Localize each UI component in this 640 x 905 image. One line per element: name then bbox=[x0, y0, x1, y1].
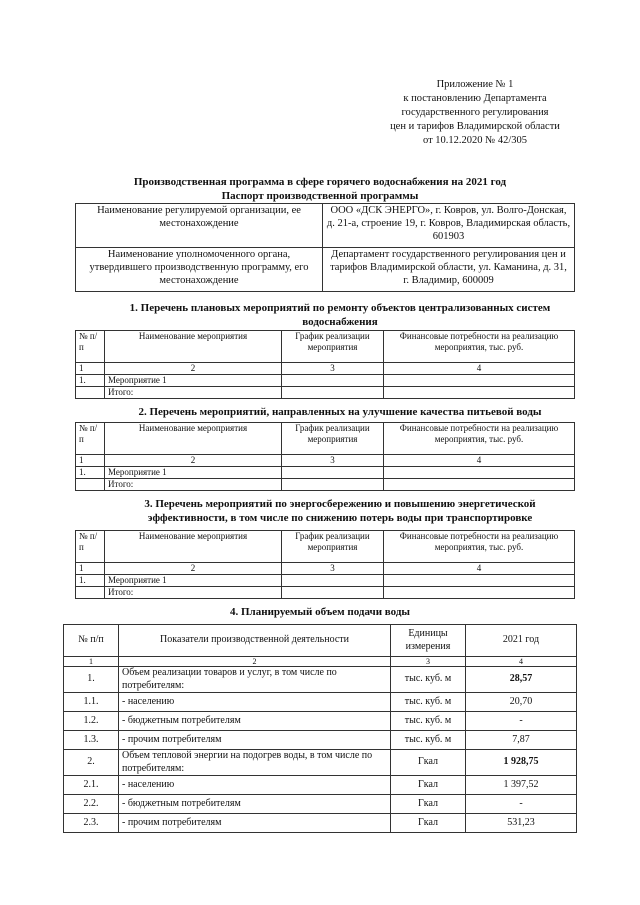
value-2021: 1 397,52 bbox=[466, 776, 577, 795]
section-3-title: 3. Перечень мероприятий по энергосбережению и повышению энергетической эффективности, в том числе по снижению потерь воды при транспортировке bbox=[144, 498, 536, 524]
document-title: Производственная программа в сфере горячего водоснабжения на 2021 год bbox=[133, 176, 507, 188]
header-cell: № п/п bbox=[76, 531, 105, 563]
header-cell: Единицы измерения bbox=[391, 625, 466, 657]
table-row bbox=[64, 814, 577, 833]
col-number: 4 bbox=[466, 657, 577, 667]
passport-label: Наименование регулируемой организации, ее местонахождение bbox=[76, 204, 323, 248]
schedule-cell bbox=[282, 467, 384, 479]
row-number: 2. bbox=[64, 750, 119, 776]
col-number: 3 bbox=[282, 563, 384, 575]
col-number: 4 bbox=[384, 455, 575, 467]
value-2021: 1 928,75 bbox=[466, 750, 577, 776]
row-number: 1. bbox=[76, 467, 105, 479]
passport-value: ООО «ДСК ЭНЕРГО», г. Ковров, ул. Волго-Донская, д. 21-а, строение 19, г. Ковров, Владимирская область, 601903 bbox=[323, 204, 575, 248]
value-2021: - bbox=[466, 712, 577, 731]
col-number: 2 bbox=[119, 657, 391, 667]
passport-value: Департамент государственного регулирования цен и тарифов Владимирской области, ул. Каманина, д. 31, г. Владимир, 600009 bbox=[323, 248, 575, 292]
header-cell: Финансовые потребности на реализацию мероприятия, тыс. руб. bbox=[384, 531, 575, 563]
section-2-table bbox=[75, 422, 575, 491]
col-number: 2 bbox=[105, 455, 282, 467]
header-cell: Финансовые потребности на реализацию мероприятия, тыс. руб. bbox=[384, 331, 575, 363]
table-row bbox=[64, 712, 577, 731]
schedule-cell bbox=[282, 587, 384, 599]
indicator-name: - населению bbox=[119, 776, 391, 795]
row-number: 1. bbox=[76, 575, 105, 587]
header-cell: График реализации мероприятия bbox=[282, 331, 384, 363]
appendix-line: от 10.12.2020 № 42/305 bbox=[422, 135, 527, 146]
header-cell: Наименование мероприятия bbox=[105, 531, 282, 563]
passport-table bbox=[75, 203, 575, 292]
header-cell: График реализации мероприятия bbox=[282, 531, 384, 563]
header-cell: Наименование мероприятия bbox=[105, 331, 282, 363]
table-row bbox=[64, 776, 577, 795]
row-number bbox=[76, 479, 105, 491]
total-label: Итого: bbox=[105, 387, 282, 399]
section-1-table bbox=[75, 330, 575, 399]
passport-label: Наименование уполномоченного органа, утвердившего производственную программу, его местонахождение bbox=[76, 248, 323, 292]
header-cell: Показатели производственной деятельности bbox=[119, 625, 391, 657]
appendix-line: к постановлению Департамента bbox=[403, 93, 547, 104]
appendix-note bbox=[370, 78, 580, 148]
col-number: 3 bbox=[282, 455, 384, 467]
unit: Гкал bbox=[391, 814, 466, 833]
header-cell: 2021 год bbox=[466, 625, 577, 657]
total-label: Итого: bbox=[105, 587, 282, 599]
col-number: 2 bbox=[105, 563, 282, 575]
value-2021: 531,23 bbox=[466, 814, 577, 833]
appendix-line: Приложение № 1 bbox=[436, 79, 514, 90]
finance-cell bbox=[384, 479, 575, 491]
table-row bbox=[64, 750, 577, 776]
unit: Гкал bbox=[391, 795, 466, 814]
col-number: 1 bbox=[76, 563, 105, 575]
row-number bbox=[76, 587, 105, 599]
indicator-name: - бюджетным потребителям bbox=[119, 795, 391, 814]
finance-cell bbox=[384, 375, 575, 387]
indicator-name: - бюджетным потребителям bbox=[119, 712, 391, 731]
header-cell: № п/п bbox=[76, 331, 105, 363]
row-number: 2.2. bbox=[64, 795, 119, 814]
finance-cell bbox=[384, 587, 575, 599]
table-row bbox=[64, 693, 577, 712]
col-number: 3 bbox=[391, 657, 466, 667]
header-cell: № п/п bbox=[64, 625, 119, 657]
finance-cell bbox=[384, 467, 575, 479]
table-row bbox=[64, 795, 577, 814]
unit: Гкал bbox=[391, 750, 466, 776]
indicator-name: Объем реализации товаров и услуг, в том числе по потребителям: bbox=[119, 667, 391, 693]
col-number: 4 bbox=[384, 563, 575, 575]
schedule-cell bbox=[282, 375, 384, 387]
section-3-table bbox=[75, 530, 575, 599]
header-cell: График реализации мероприятия bbox=[282, 423, 384, 455]
finance-cell bbox=[384, 575, 575, 587]
section-2-title: 2. Перечень мероприятий, направленных на улучшение качества питьевой воды bbox=[138, 406, 542, 418]
header-cell: Финансовые потребности на реализацию мероприятия, тыс. руб. bbox=[384, 423, 575, 455]
value-2021: 7,87 bbox=[466, 731, 577, 750]
appendix-line: государственного регулирования bbox=[401, 107, 549, 118]
indicator-name: - прочим потребителям bbox=[119, 814, 391, 833]
row-number: 1. bbox=[64, 667, 119, 693]
unit: тыс. куб. м bbox=[391, 693, 466, 712]
section-1-title: 1. Перечень плановых мероприятий по ремонту объектов централизованных систем водоснабжения bbox=[129, 302, 551, 328]
row-number: 1.3. bbox=[64, 731, 119, 750]
indicator-name: - населению bbox=[119, 693, 391, 712]
schedule-cell bbox=[282, 479, 384, 491]
finance-cell bbox=[384, 387, 575, 399]
value-2021: - bbox=[466, 795, 577, 814]
row-number: 1.2. bbox=[64, 712, 119, 731]
row-number: 1.1. bbox=[64, 693, 119, 712]
header-cell: Наименование мероприятия bbox=[105, 423, 282, 455]
measure-name: Мероприятие 1 bbox=[105, 575, 282, 587]
row-number: 1. bbox=[76, 375, 105, 387]
col-number: 3 bbox=[282, 363, 384, 375]
schedule-cell bbox=[282, 387, 384, 399]
appendix-line: цен и тарифов Владимирской области bbox=[390, 121, 560, 132]
row-number: 2.3. bbox=[64, 814, 119, 833]
measure-name: Мероприятие 1 bbox=[105, 375, 282, 387]
measure-name: Мероприятие 1 bbox=[105, 467, 282, 479]
row-number bbox=[76, 387, 105, 399]
unit: тыс. куб. м bbox=[391, 667, 466, 693]
schedule-cell bbox=[282, 575, 384, 587]
value-2021: 28,57 bbox=[466, 667, 577, 693]
indicator-name: Объем тепловой энергии на подогрев воды, в том числе по потребителям: bbox=[119, 750, 391, 776]
total-label: Итого: bbox=[105, 479, 282, 491]
volume-table bbox=[63, 624, 577, 833]
passport-title: Паспорт производственной программы bbox=[221, 190, 419, 202]
col-number: 1 bbox=[76, 455, 105, 467]
indicator-name: - прочим потребителям bbox=[119, 731, 391, 750]
col-number: 1 bbox=[64, 657, 119, 667]
row-number: 2.1. bbox=[64, 776, 119, 795]
col-number: 4 bbox=[384, 363, 575, 375]
table-row bbox=[64, 731, 577, 750]
section-4-title: 4. Планируемый объем подачи воды bbox=[230, 606, 410, 618]
col-number: 1 bbox=[76, 363, 105, 375]
header-cell: № п/п bbox=[76, 423, 105, 455]
value-2021: 20,70 bbox=[466, 693, 577, 712]
unit: тыс. куб. м bbox=[391, 712, 466, 731]
unit: тыс. куб. м bbox=[391, 731, 466, 750]
unit: Гкал bbox=[391, 776, 466, 795]
col-number: 2 bbox=[105, 363, 282, 375]
table-row bbox=[64, 667, 577, 693]
